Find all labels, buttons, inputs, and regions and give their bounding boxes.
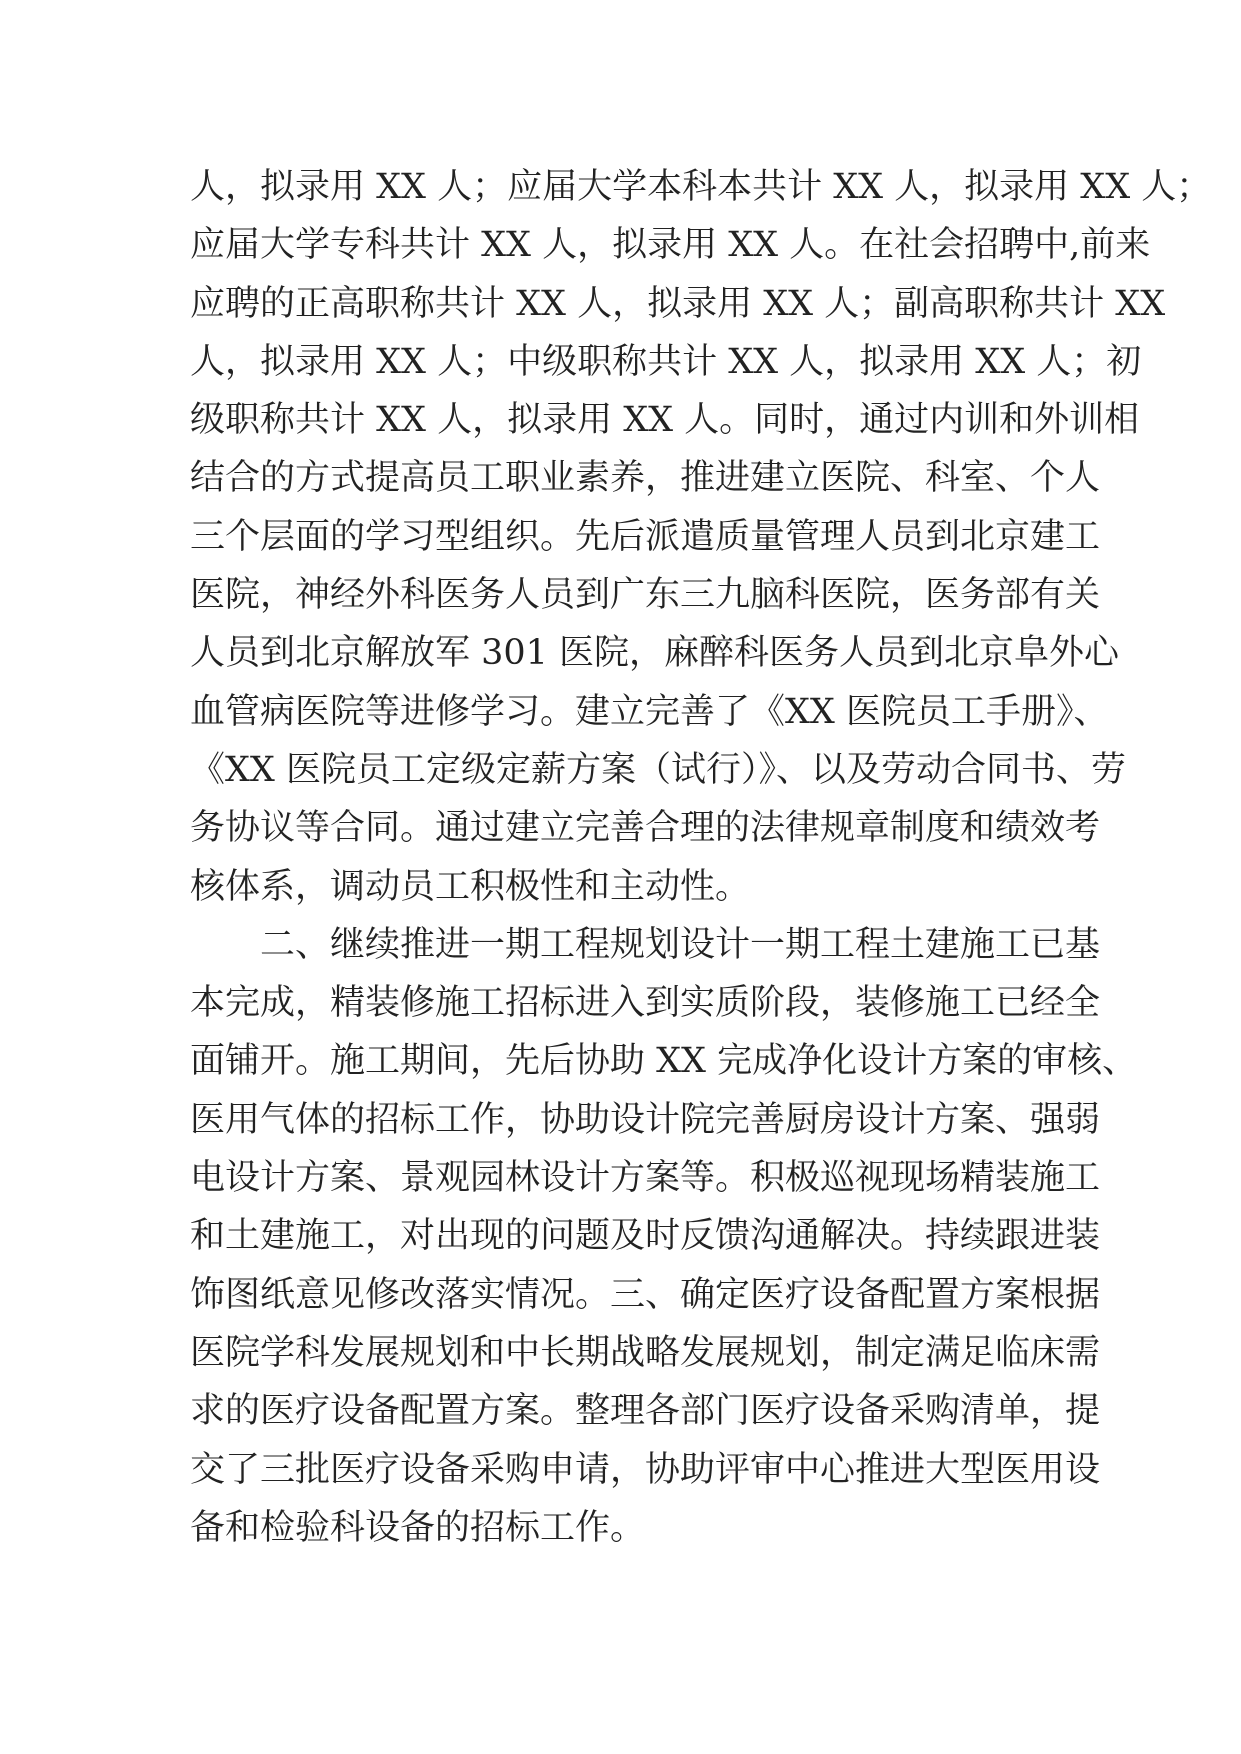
text-line: 医院学科发展规划和中长期战略发展规划，制定满足临床需 bbox=[190, 1332, 1101, 1373]
text-line: 饰图纸意见修改落实情况。三、确定医疗设备配置方案根据 bbox=[190, 1274, 1101, 1315]
text-line: 医用气体的招标工作，协助设计院完善厨房设计方案、强弱 bbox=[190, 1099, 1101, 1140]
text-line: 面铺开。施工期间，先后协助 XX 完成净化设计方案的审核、 bbox=[190, 1041, 1138, 1082]
text-line: 应聘的正高职称共计 XX 人，拟录用 XX 人；副高职称共计 XX bbox=[190, 283, 1166, 324]
text-line: 务协议等合同。通过建立完善合理的法律规章制度和绩效考 bbox=[190, 808, 1101, 849]
text-line: 交了三批医疗设备采购申请，协助评审中心推进大型医用设 bbox=[190, 1449, 1101, 1490]
text-line: 三个层面的学习型组织。先后派遣质量管理人员到北京建工 bbox=[190, 516, 1101, 557]
text-line: 和土建施工，对出现的问题及时反馈沟通解决。持续跟进装 bbox=[190, 1216, 1101, 1257]
text-line: 本完成，精装修施工招标进入到实质阶段，装修施工已经全 bbox=[190, 983, 1101, 1024]
text-line: 电设计方案、景观园林设计方案等。积极巡视现场精装施工 bbox=[190, 1158, 1101, 1199]
text-line: 应届大学专科共计 XX 人，拟录用 XX 人。在社会招聘中,前来 bbox=[190, 225, 1151, 266]
text-line: 《XX 医院员工定级定薪方案（试行）》、以及劳动合同书、劳 bbox=[190, 749, 1126, 790]
text-line: 备和检验科设备的招标工作。 bbox=[190, 1507, 646, 1548]
paragraph-construction bbox=[190, 916, 1138, 1557]
text-line: 核体系，调动员工积极性和主动性。 bbox=[190, 866, 751, 907]
text-line: 人，拟录用 XX 人；应届大学本科本共计 XX 人，拟录用 XX 人； bbox=[190, 167, 1212, 207]
text-line: 结合的方式提高员工职业素养，推进建立医院、科室、个人 bbox=[190, 458, 1101, 499]
text-line: 人员到北京解放军 301 医院，麻醉科医务人员到北京阜外心 bbox=[190, 633, 1120, 674]
text-line: 求的医疗设备配置方案。整理各部门医疗设备采购清单，提 bbox=[190, 1391, 1101, 1432]
document-body bbox=[190, 158, 1212, 1557]
text-line: 人，拟录用 XX 人；中级职称共计 XX 人，拟录用 XX 人；初 bbox=[190, 341, 1142, 382]
text-line: 级职称共计 XX 人，拟录用 XX 人。同时，通过内训和外训相 bbox=[190, 400, 1140, 441]
text-line: 血管病医院等进修学习。建立完善了《XX 医院员工手册》、 bbox=[190, 691, 1109, 732]
text-line: 医院，神经外科医务人员到广东三九脑科医院，医务部有关 bbox=[190, 575, 1101, 616]
paragraph-recruitment bbox=[190, 158, 1212, 916]
text-line: 二、继续推进一期工程规划设计一期工程土建施工已基 bbox=[260, 924, 1101, 965]
